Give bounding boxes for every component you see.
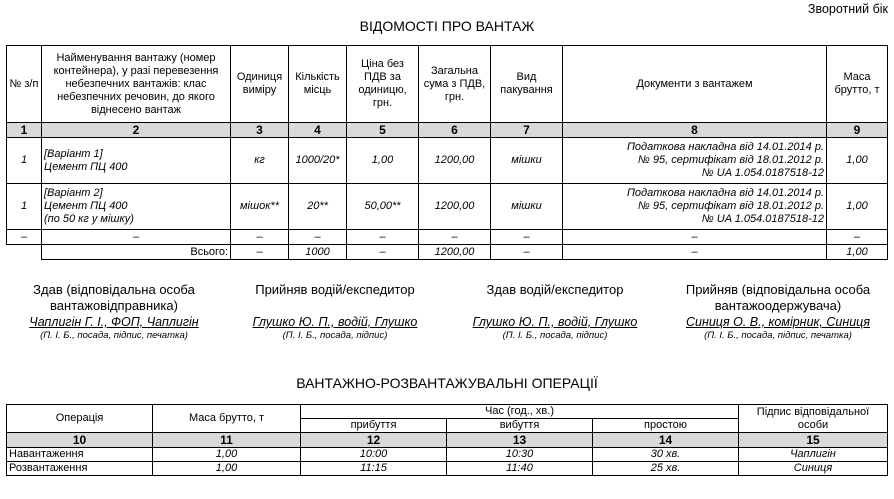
header-sign: Підпис відповідальної особи [739, 405, 888, 433]
total-label: Всього: [42, 245, 231, 260]
total-price: – [347, 245, 419, 260]
cargo-title: ВІДОМОСТІ ПРО ВАНТАЖ [359, 18, 535, 34]
col-number: 10 [7, 433, 153, 448]
signature-name: Чаплигін Г. І., ФОП, Чаплигін [29, 315, 199, 329]
row-docs-line: Податкова накладна від 14.01.2014 р. [626, 187, 824, 199]
header-departure: вибуття [447, 419, 593, 433]
row-num: 1 [7, 184, 42, 230]
row-docs-line: Податкова накладна від 14.01.2014 р. [626, 141, 824, 153]
row-qty: 1000/20* [289, 138, 347, 184]
dash-cell: – [289, 230, 347, 245]
op-name: Розвантаження [7, 462, 153, 476]
header-operation: Операція [7, 405, 153, 433]
dash-row [7, 230, 888, 245]
dash-cell: – [419, 230, 491, 245]
table-row [7, 138, 888, 184]
total-pack: – [491, 245, 563, 260]
ops-column-numbers [7, 433, 888, 448]
signature-role: Прийняв водій/експедитор [255, 282, 415, 297]
dash-cell: – [563, 230, 827, 245]
row-docs-line: № 95, сертифікат від 18.01.2012 р. [637, 200, 824, 212]
total-sum: 1200,00 [419, 245, 491, 260]
row-name-line: [Варіант 2] [44, 187, 103, 199]
col-number: 8 [563, 123, 827, 138]
row-name [42, 184, 231, 230]
total-docs: – [563, 245, 827, 260]
op-mass: 1,00 [153, 448, 301, 462]
signature-driver-accepted [228, 282, 442, 341]
signature-name: Синиця О. В., комірник, Синиця [686, 315, 870, 329]
col-number: 2 [42, 123, 231, 138]
cargo-header-row [7, 46, 888, 123]
table-row [7, 184, 888, 230]
signature-role: вантажовідправника) [50, 298, 178, 313]
signature-hint: (П. І. Б., посада, підпис) [502, 330, 608, 341]
header-arrival: прибуття [301, 419, 447, 433]
header-pack: Вид пакування [491, 46, 563, 123]
row-docs-line: № 95, сертифікат від 18.01.2012 р. [637, 154, 824, 166]
row-docs-line: № UA 1.054.0187518-12 [701, 213, 824, 225]
row-docs-line: № UA 1.054.0187518-12 [701, 167, 824, 179]
op-departure: 10:30 [447, 448, 593, 462]
op-sign: Синиця [739, 462, 888, 476]
op-name: Навантаження [7, 448, 153, 462]
row-name-line: (по 50 кг у мішку) [44, 213, 134, 225]
signature-driver-handed [448, 282, 662, 341]
col-number: 5 [347, 123, 419, 138]
col-number: 3 [231, 123, 289, 138]
signature-hint: (П. І. Б., посада, підпис) [282, 330, 388, 341]
op-idle: 30 хв. [593, 448, 739, 462]
col-number: 12 [301, 433, 447, 448]
header-idle: простою [593, 419, 739, 433]
dash-cell: – [7, 230, 42, 245]
total-row [7, 245, 888, 260]
row-mass: 1,00 [827, 138, 888, 184]
header-mass: Маса брутто, т [153, 405, 301, 433]
signature-name: Глушко Ю. П., водій, Глушко [472, 315, 638, 329]
header-total: Загальна сума з ПДВ, грн. [419, 46, 491, 123]
dash-cell: – [347, 230, 419, 245]
cargo-table [6, 45, 888, 260]
col-number: 6 [419, 123, 491, 138]
col-number: 15 [739, 433, 888, 448]
header-name: Найменування вантажу (номер контейнера), у разі перевезення небезпечних вантажів: клас небезпечних речовин, до якого віднесено вантаж [42, 46, 231, 123]
op-sign: Чаплигін [739, 448, 888, 462]
op-departure: 11:40 [447, 462, 593, 476]
header-mass: Маса брутто, т [827, 46, 888, 123]
col-number: 9 [827, 123, 888, 138]
row-price: 50,00** [347, 184, 419, 230]
op-mass: 1,00 [153, 462, 301, 476]
cargo-column-numbers [7, 123, 888, 138]
op-arrival: 11:15 [301, 462, 447, 476]
header-time: Час (год., хв.) [301, 405, 739, 419]
header-qty: Кількість місць [289, 46, 347, 123]
row-name-line: Цемент ПЦ 400 [44, 160, 128, 173]
row-docs [563, 184, 827, 230]
operations-table [6, 404, 888, 476]
signature-role: Здав (відповідальна особа [33, 282, 195, 297]
col-number: 4 [289, 123, 347, 138]
row-unit: мішок** [231, 184, 289, 230]
row-num: 1 [7, 138, 42, 184]
row-unit: кг [231, 138, 289, 184]
signature-role: Прийняв (відповідальна особа [685, 282, 871, 297]
signature-hint: (П. І. Б., посада, підпис, печатка) [704, 330, 852, 341]
row-pack: мішки [491, 138, 563, 184]
header-unit: Одиниця виміру [231, 46, 289, 123]
row-name [42, 138, 231, 184]
row-total: 1200,00 [419, 138, 491, 184]
row-docs [563, 138, 827, 184]
row-name-line: Цемент ПЦ 400 [44, 200, 128, 212]
total-unit: – [231, 245, 289, 260]
total-mass: 1,00 [827, 245, 888, 260]
col-number: 1 [7, 123, 42, 138]
row-mass: 1,00 [827, 184, 888, 230]
table-row [7, 448, 888, 462]
row-name-line: [Варіант 1] [44, 147, 103, 160]
dash-cell: – [42, 230, 231, 245]
header-price: Ціна без ПДВ за одиницю, грн. [347, 46, 419, 123]
col-number: 7 [491, 123, 563, 138]
row-pack: мішки [491, 184, 563, 230]
signature-name: Глушко Ю. П., водій, Глушко [252, 315, 418, 329]
table-row [7, 462, 888, 476]
signature-consignee [668, 282, 888, 341]
dash-cell: – [827, 230, 888, 245]
op-arrival: 10:00 [301, 448, 447, 462]
col-number: 14 [593, 433, 739, 448]
header-docs: Документи з вантажем [563, 46, 827, 123]
side-label: Зворотний бік [807, 2, 888, 16]
signature-role: вантажоодержувача) [714, 298, 842, 313]
header-num: № з/п [7, 46, 42, 123]
total-qty: 1000 [289, 245, 347, 260]
op-idle: 25 хв. [593, 462, 739, 476]
dash-cell: – [231, 230, 289, 245]
col-number: 13 [447, 433, 593, 448]
signature-shipper [6, 282, 222, 341]
row-total: 1200,00 [419, 184, 491, 230]
row-qty: 20** [289, 184, 347, 230]
signature-role: Здав водій/експедитор [486, 282, 624, 297]
dash-cell: – [491, 230, 563, 245]
signature-hint: (П. І. Б., посада, підпис, печатка) [40, 330, 188, 341]
col-number: 11 [153, 433, 301, 448]
row-price: 1,00 [347, 138, 419, 184]
ops-title: ВАНТАЖНО-РОЗВАНТАЖУВАЛЬНІ ОПЕРАЦІЇ [296, 375, 598, 391]
